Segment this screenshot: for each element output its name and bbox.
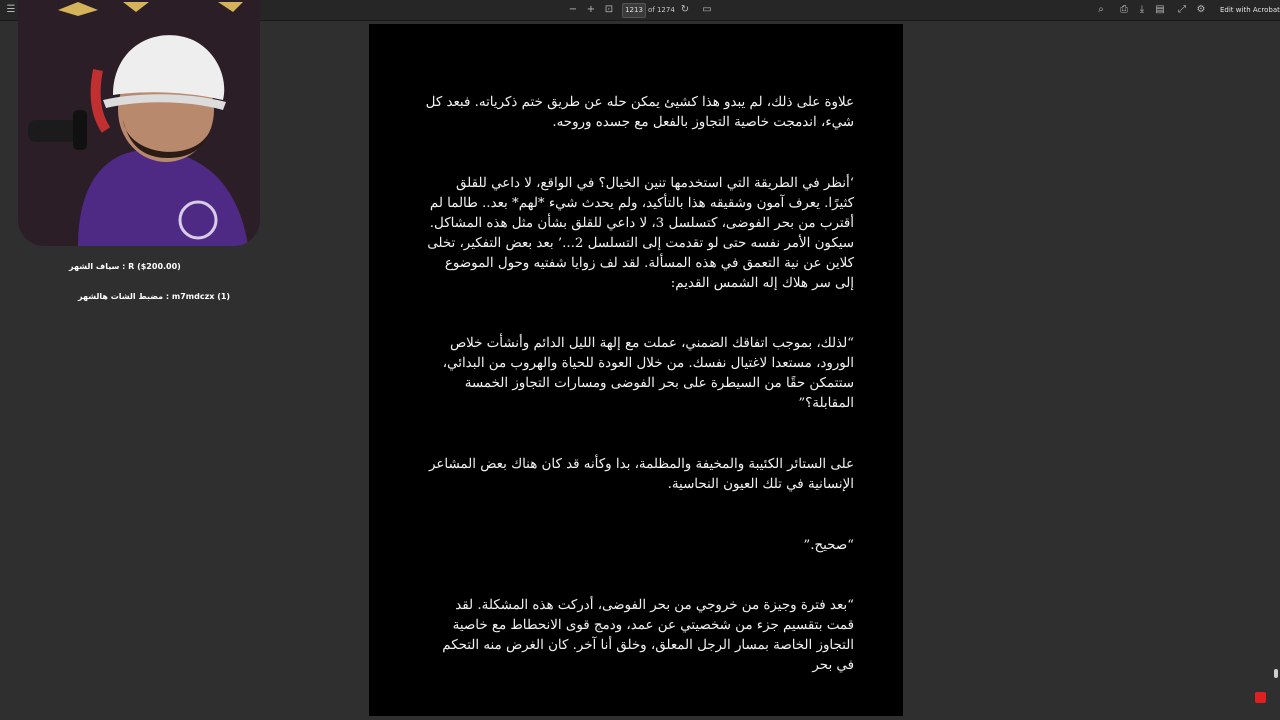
page-number-input[interactable]: 1213 <box>622 3 646 18</box>
webcam-overlay <box>18 0 260 246</box>
fit-page-icon[interactable]: ⊡ <box>604 4 614 15</box>
paragraph: “لذلك، بموجب اتفاقك الضمني، عملت مع إلهة الليل الدائم وأنشأت خلاص الورود، مستعدا لاغتيال نفسك. من خلال العودة للحياة والهروب من البدائي، ستتمكن حقًا من السيطرة على بحر الفوضى ومسارات التجاوز الخمسة المقابلة؟” <box>442 336 854 411</box>
save-icon[interactable]: ▤ <box>1155 4 1165 15</box>
paragraph: علاوة على ذلك، لم يبدو هذا كشيئ يمكن حله عن طريق ختم ذكرياته. فبعد كل شيء، اندمجت خاصية التجاوز بالفعل مع جسده وروحه. <box>425 95 854 130</box>
acrobat-logo-icon <box>1255 692 1266 703</box>
scrollbar-thumb[interactable] <box>1274 669 1278 678</box>
paragraph: “صحيح.” <box>803 538 854 553</box>
sidebar-icon[interactable]: ☰ <box>6 4 16 15</box>
settings-icon[interactable]: ⚙ <box>1196 4 1206 15</box>
download-icon[interactable]: ⤓ <box>1139 4 1145 15</box>
rotate-icon[interactable]: ↻ <box>680 4 690 15</box>
streamer-image <box>18 0 260 246</box>
page-count: of 1274 <box>648 6 675 14</box>
pdf-page <box>369 24 903 716</box>
two-page-icon[interactable]: ▭ <box>702 4 712 15</box>
paragraph: “بعد فترة وجيزة من خروجي من بحر الفوضى، أدركت هذه المشكلة. لقد قمت بتقسيم جزء من شخصيتي عن عمد، ودمج قوى الانحطاط مع خاصية التجاوز الخاصة بمسار الرجل المعلق، وخلق أنا آخر. كان الغرض منه التحكم في بحر <box>442 598 854 673</box>
paragraph: ‘أنظر في الطريقة التي استخدمها تنين الخيال؟ في الواقع، لا داعي للقلق كثيرًا. يعرف آمون وشقيقه هذا بالتأكيد، ولم يحدث شيء *لهم* بعد.. طالما لم أقترب من بحر الفوضى، كتسلسل 3، لا داعي للقلق بشأن مثل هذه المشاكل. سيكون الأمر نفسه حتى لو تقدمت إلى التسلسل 2...’ بعد بعض التفكير، تخلى كلاين عن نية التعمق في هذه المسألة. لقد لف زوايا شفتيه وحول الموضوع إلى سر هلاك إله الشمس القديم: <box>427 176 854 291</box>
edit-with-acrobat-button[interactable]: Edit with Acrobat <box>1220 6 1280 14</box>
zoom-in-icon[interactable]: + <box>586 4 596 15</box>
vertical-scrollbar[interactable] <box>1273 24 1278 684</box>
print-icon[interactable]: ⎙ <box>1120 4 1128 15</box>
expand-icon[interactable]: ⤢ <box>1178 4 1186 15</box>
overlay-top-donor: R ($200.00) : سياف الشهر <box>69 262 181 271</box>
overlay-top-chatter: m7mdczx (1) : مضبط الشات هالشهر <box>78 292 231 301</box>
zoom-out-icon[interactable]: − <box>568 4 578 15</box>
paragraph: على الستائر الكئيبة والمخيفة والمظلمة، بدا وكأنه قد كان هناك بعض المشاعر الإنسانية في تلك العيون النحاسية. <box>429 457 854 492</box>
search-icon[interactable]: ⌕ <box>1098 4 1104 15</box>
